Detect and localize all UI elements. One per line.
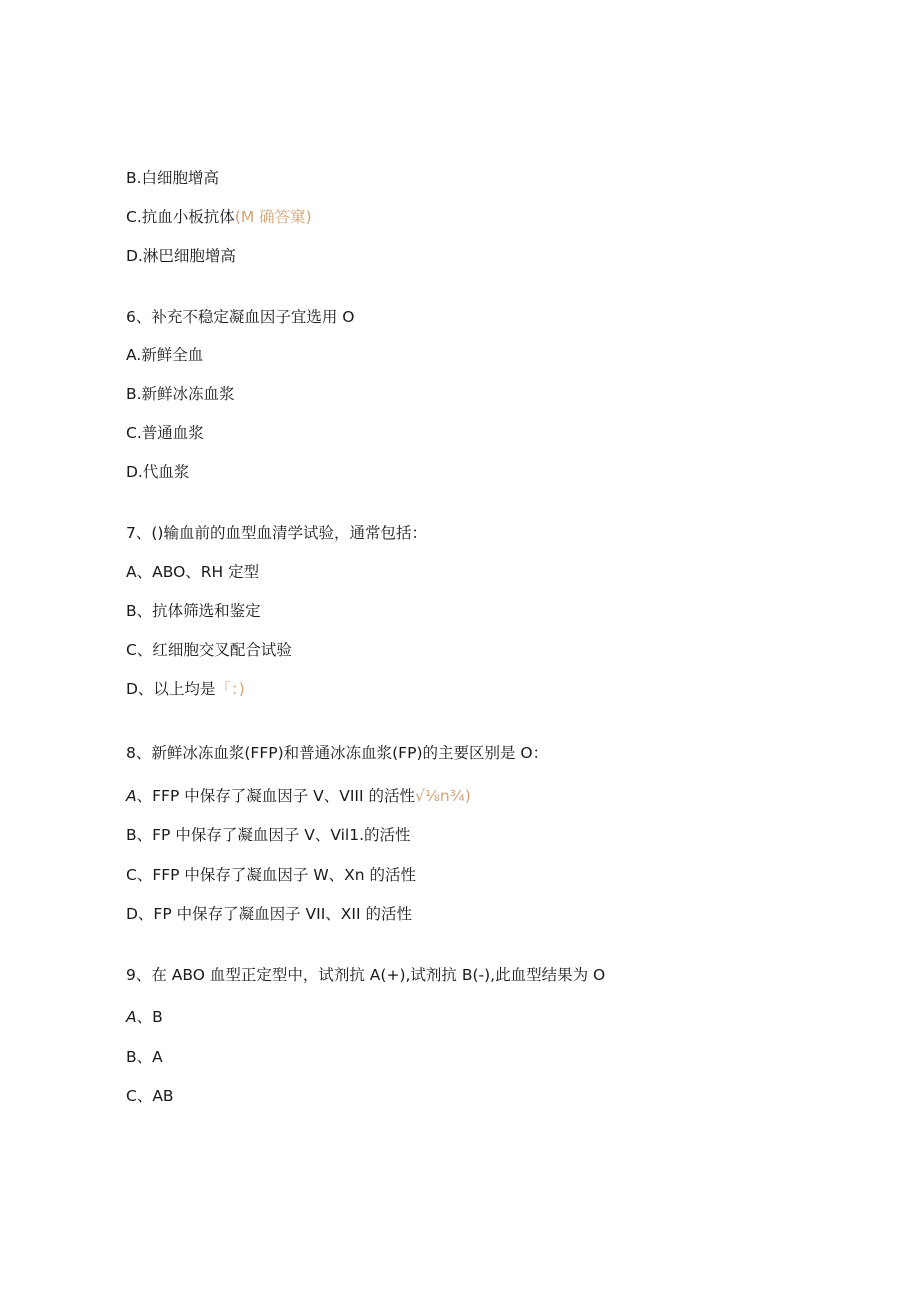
q6-option-d: D.代血浆 xyxy=(126,463,190,481)
q6-option-a: A.新鲜全血 xyxy=(126,346,204,364)
q7-option-d xyxy=(126,679,245,699)
q9-option-a-letter: A xyxy=(126,1008,137,1026)
q5-answer-mark: (M 确答窠) xyxy=(234,208,312,226)
q6-stem: 6、补充不稳定凝血因子宜选用 O xyxy=(126,308,355,326)
q8-option-a xyxy=(126,786,471,806)
q7-option-d-text: D、以上均是 xyxy=(126,680,216,698)
q8-option-a-letter: A xyxy=(126,787,137,805)
q7-option-c: C、红细胞交叉配合试验 xyxy=(126,641,292,659)
q5-option-b: B.白细胞增高 xyxy=(126,169,220,187)
q9-option-a xyxy=(126,1007,163,1027)
q8-option-c: C、FFP 中保存了凝血因子 W、Xn 的活性 xyxy=(126,866,417,884)
q9-option-b: B、A xyxy=(126,1048,163,1066)
q9-option-a-text: 、B xyxy=(136,1008,163,1026)
q8-option-d: D、FP 中保存了凝血因子 VII、XII 的活性 xyxy=(126,905,412,923)
q7-answer-mark: 「：) xyxy=(215,680,245,698)
q7-option-b: B、抗体筛选和鉴定 xyxy=(126,602,261,620)
q6-option-c: C.普通血浆 xyxy=(126,424,204,442)
q5-option-c xyxy=(126,207,312,227)
q5-option-c-text: C.抗血小板抗体 xyxy=(126,208,235,226)
q6-option-b: B.新鲜冰冻血浆 xyxy=(126,385,235,403)
q8-stem: 8、新鲜冰冻血浆(FFP)和普通冰冻血浆(FP)的主要区别是 O： xyxy=(126,744,549,762)
q7-option-a: A、ABO、RH 定型 xyxy=(126,563,260,581)
q8-option-b: B、FP 中保存了凝血因子 V、Vil1.的活性 xyxy=(126,826,411,844)
q9-option-c: C、AB xyxy=(126,1087,174,1105)
q8-option-a-text: 、FFP 中保存了凝血因子 V、VIII 的活性 xyxy=(136,787,415,805)
q7-stem: 7、()输血前的血型血清学试验，通常包括： xyxy=(126,524,427,542)
q8-answer-mark: √⅛n¾) xyxy=(415,787,471,805)
q9-stem: 9、在 ABO 血型正定型中，试剂抗 A(+),试剂抗 B(-),此血型结果为 O xyxy=(126,966,606,984)
q5-option-d: D.淋巴细胞增高 xyxy=(126,247,236,265)
